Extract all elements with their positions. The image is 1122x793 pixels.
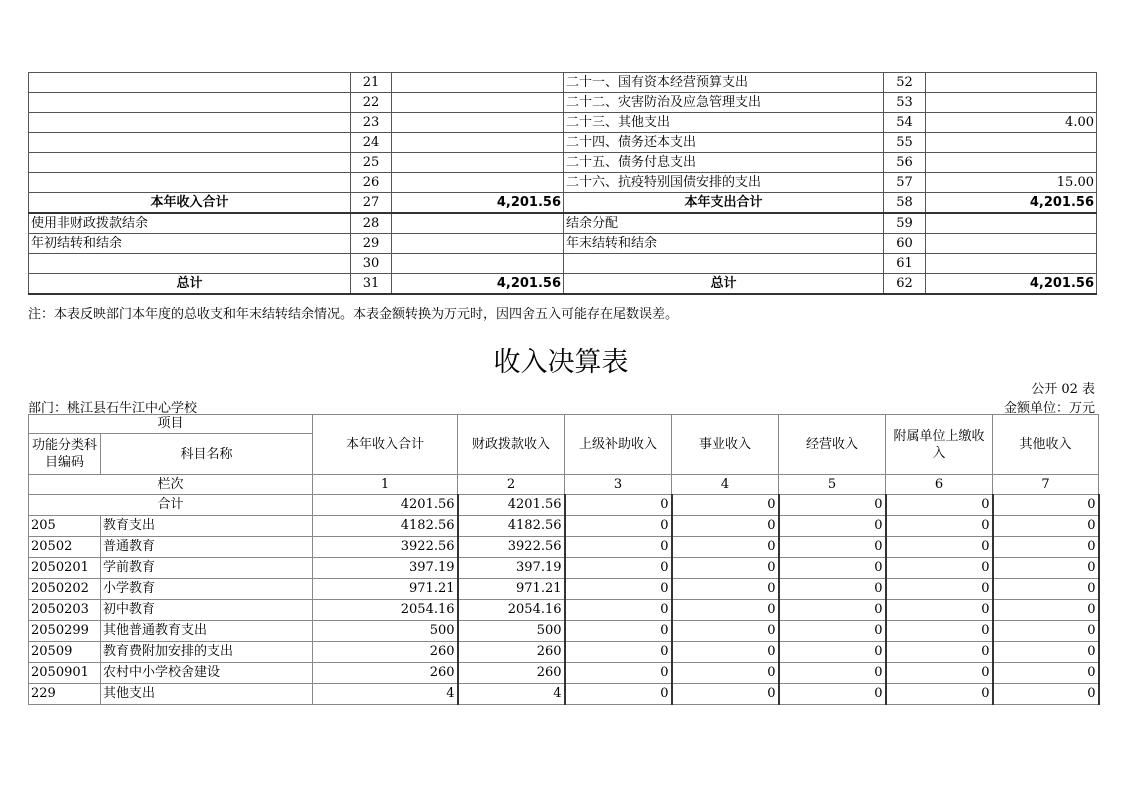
amount-cell: 0 <box>993 579 1099 600</box>
function-code-header: 功能分类科目编码 <box>29 434 101 475</box>
expenditure-row-number: 53 <box>884 93 926 113</box>
amount-cell: 0 <box>565 621 672 642</box>
amount-cell: 0 <box>672 516 779 537</box>
summary-row <box>29 274 1097 295</box>
amount-cell: 0 <box>565 642 672 663</box>
subject-name: 教育支出 <box>101 516 313 537</box>
amount-cell: 3922.56 <box>313 537 458 558</box>
summary-row <box>29 73 1097 93</box>
amount-unit-label: 金额单位：万元 <box>1003 401 1095 416</box>
expenditure-row-number: 60 <box>884 234 926 254</box>
income-item-label: 年初结转和结余 <box>29 234 351 254</box>
income-row-number: 21 <box>351 73 392 93</box>
table-row <box>29 579 1099 600</box>
amount-cell: 0 <box>779 558 886 579</box>
expenditure-amount <box>926 153 1097 173</box>
income-item-label <box>29 173 351 193</box>
amount-cell: 0 <box>779 600 886 621</box>
amount-cell: 0 <box>565 600 672 621</box>
amount-cell: 0 <box>672 600 779 621</box>
subject-name: 教育费附加安排的支出 <box>101 642 313 663</box>
other-income-header: 其他收入 <box>993 415 1099 475</box>
total-row <box>29 495 1099 516</box>
amount-cell: 0 <box>779 663 886 684</box>
table-note: 注：本表反映部门本年度的总收支和年末结转结余情况。本表金额转换为万元时，因四舍五入可能存在尾数误差。 <box>28 307 679 322</box>
amount-cell: 260 <box>458 642 565 663</box>
column-number: 4 <box>672 475 779 495</box>
amount-cell: 0 <box>565 558 672 579</box>
column-number: 3 <box>565 475 672 495</box>
income-item-label: 使用非财政拨款结余 <box>29 213 351 234</box>
income-row-number: 25 <box>351 153 392 173</box>
column-number: 7 <box>993 475 1099 495</box>
expenditure-amount <box>926 234 1097 254</box>
amount-cell: 0 <box>886 600 993 621</box>
income-row-number: 23 <box>351 113 392 133</box>
amount-cell: 0 <box>993 621 1099 642</box>
total-income-header: 本年收入合计 <box>313 415 458 475</box>
subject-code: 20509 <box>29 642 101 663</box>
business-income-header: 事业收入 <box>672 415 779 475</box>
subject-code: 2050203 <box>29 600 101 621</box>
expenditure-item-label: 本年支出合计 <box>564 193 884 214</box>
income-amount <box>392 213 564 234</box>
income-amount: 4,201.56 <box>392 274 564 295</box>
amount-cell: 0 <box>886 621 993 642</box>
item-header: 项目 <box>29 415 313 434</box>
subject-name: 农村中小学校舍建设 <box>101 663 313 684</box>
amount-cell: 0 <box>779 642 886 663</box>
subject-code: 205 <box>29 516 101 537</box>
column-number: 2 <box>458 475 565 495</box>
subject-name: 小学教育 <box>101 579 313 600</box>
summary-row <box>29 234 1097 254</box>
expenditure-row-number: 59 <box>884 213 926 234</box>
expenditure-row-number: 57 <box>884 173 926 193</box>
expenditure-amount: 4,201.56 <box>926 274 1097 295</box>
income-row-number: 22 <box>351 93 392 113</box>
amount-cell: 260 <box>313 642 458 663</box>
amount-cell: 0 <box>993 558 1099 579</box>
income-amount <box>392 133 564 153</box>
amount-cell: 0 <box>672 579 779 600</box>
total-value: 4201.56 <box>313 495 458 516</box>
column-number: 5 <box>779 475 886 495</box>
amount-cell: 500 <box>313 621 458 642</box>
income-amount <box>392 173 564 193</box>
expenditure-item-label: 二十六、抗疫特别国债安排的支出 <box>564 173 884 193</box>
total-value: 0 <box>886 495 993 516</box>
summary-row <box>29 254 1097 274</box>
income-row-number: 24 <box>351 133 392 153</box>
amount-cell: 0 <box>672 621 779 642</box>
expenditure-amount <box>926 133 1097 153</box>
amount-cell: 0 <box>993 537 1099 558</box>
amount-cell: 2054.16 <box>458 600 565 621</box>
total-value: 0 <box>993 495 1099 516</box>
column-number-label: 栏次 <box>29 475 313 495</box>
amount-cell: 0 <box>993 642 1099 663</box>
expenditure-item-label: 二十五、债务付息支出 <box>564 153 884 173</box>
amount-cell: 500 <box>458 621 565 642</box>
subject-name-header: 科目名称 <box>101 434 313 475</box>
income-amount <box>392 73 564 93</box>
amount-cell: 0 <box>672 558 779 579</box>
expenditure-item-label: 二十一、国有资本经营预算支出 <box>564 73 884 93</box>
amount-cell: 0 <box>565 537 672 558</box>
income-amount: 4,201.56 <box>392 193 564 214</box>
expenditure-item-label: 年末结转和结余 <box>564 234 884 254</box>
subject-name: 初中教育 <box>101 600 313 621</box>
expenditure-item-label <box>564 254 884 274</box>
page-title: 收入决算表 <box>493 347 629 378</box>
amount-cell: 0 <box>886 684 993 705</box>
total-value: 0 <box>672 495 779 516</box>
income-item-label <box>29 73 351 93</box>
income-expenditure-summary-table <box>28 72 1097 295</box>
income-item-label <box>29 133 351 153</box>
subject-code: 2050201 <box>29 558 101 579</box>
expenditure-amount: 4,201.56 <box>926 193 1097 214</box>
amount-cell: 971.21 <box>313 579 458 600</box>
amount-cell: 4 <box>458 684 565 705</box>
column-number-row <box>29 475 1099 495</box>
income-row-number: 27 <box>351 193 392 214</box>
amount-cell: 0 <box>565 516 672 537</box>
total-label: 合计 <box>29 495 313 516</box>
amount-cell: 0 <box>672 642 779 663</box>
expenditure-amount <box>926 213 1097 234</box>
amount-cell: 0 <box>565 684 672 705</box>
total-value: 0 <box>565 495 672 516</box>
amount-cell: 0 <box>672 684 779 705</box>
amount-cell: 0 <box>779 579 886 600</box>
amount-cell: 397.19 <box>313 558 458 579</box>
header-row-1 <box>29 415 1099 434</box>
income-amount <box>392 254 564 274</box>
subject-name: 普通教育 <box>101 537 313 558</box>
amount-cell: 0 <box>993 684 1099 705</box>
amount-cell: 397.19 <box>458 558 565 579</box>
amount-cell: 0 <box>672 537 779 558</box>
expenditure-row-number: 58 <box>884 193 926 214</box>
amount-cell: 4182.56 <box>458 516 565 537</box>
income-row-number: 26 <box>351 173 392 193</box>
amount-cell: 2054.16 <box>313 600 458 621</box>
fiscal-income-header: 财政拨款收入 <box>458 415 565 475</box>
superior-subsidy-header: 上级补助收入 <box>565 415 672 475</box>
subject-code: 2050901 <box>29 663 101 684</box>
table-row <box>29 558 1099 579</box>
expenditure-row-number: 54 <box>884 113 926 133</box>
amount-cell: 0 <box>565 663 672 684</box>
income-amount <box>392 113 564 133</box>
expenditure-row-number: 62 <box>884 274 926 295</box>
amount-cell: 4182.56 <box>313 516 458 537</box>
expenditure-item-label: 二十四、债务还本支出 <box>564 133 884 153</box>
expenditure-item-label: 结余分配 <box>564 213 884 234</box>
table-row <box>29 600 1099 621</box>
amount-cell: 0 <box>672 663 779 684</box>
expenditure-item-label: 二十三、其他支出 <box>564 113 884 133</box>
table-row <box>29 516 1099 537</box>
amount-cell: 0 <box>886 537 993 558</box>
subject-name: 学前教育 <box>101 558 313 579</box>
summary-row <box>29 133 1097 153</box>
income-row-number: 31 <box>351 274 392 295</box>
amount-cell: 4 <box>313 684 458 705</box>
subject-code: 2050299 <box>29 621 101 642</box>
amount-cell: 0 <box>886 558 993 579</box>
income-statement-table <box>28 414 1100 705</box>
expenditure-amount <box>926 73 1097 93</box>
table-row <box>29 537 1099 558</box>
summary-row <box>29 193 1097 214</box>
income-amount <box>392 93 564 113</box>
expenditure-amount <box>926 93 1097 113</box>
expenditure-amount <box>926 254 1097 274</box>
amount-cell: 971.21 <box>458 579 565 600</box>
amount-cell: 0 <box>886 516 993 537</box>
table-row <box>29 684 1099 705</box>
amount-cell: 0 <box>779 621 886 642</box>
amount-cell: 0 <box>779 516 886 537</box>
subject-code: 2050202 <box>29 579 101 600</box>
expenditure-row-number: 61 <box>884 254 926 274</box>
table-row <box>29 642 1099 663</box>
amount-cell: 260 <box>313 663 458 684</box>
income-row-number: 28 <box>351 213 392 234</box>
amount-cell: 3922.56 <box>458 537 565 558</box>
amount-cell: 0 <box>993 516 1099 537</box>
amount-cell: 260 <box>458 663 565 684</box>
operating-income-header: 经营收入 <box>779 415 886 475</box>
amount-cell: 0 <box>886 663 993 684</box>
income-row-number: 30 <box>351 254 392 274</box>
column-number: 6 <box>886 475 993 495</box>
affiliated-income-header: 附属单位上缴收入 <box>886 415 993 475</box>
subject-code: 229 <box>29 684 101 705</box>
summary-row <box>29 213 1097 234</box>
expenditure-amount: 15.00 <box>926 173 1097 193</box>
summary-row <box>29 93 1097 113</box>
subject-name: 其他支出 <box>101 684 313 705</box>
expenditure-item-label: 总计 <box>564 274 884 295</box>
summary-row <box>29 113 1097 133</box>
column-number: 1 <box>313 475 458 495</box>
total-value: 0 <box>779 495 886 516</box>
amount-cell: 0 <box>886 579 993 600</box>
income-amount <box>392 234 564 254</box>
amount-cell: 0 <box>779 537 886 558</box>
total-value: 4201.56 <box>458 495 565 516</box>
summary-row <box>29 173 1097 193</box>
expenditure-row-number: 55 <box>884 133 926 153</box>
table-code: 公开 02 表 <box>1031 382 1095 397</box>
amount-cell: 0 <box>886 642 993 663</box>
amount-cell: 0 <box>779 684 886 705</box>
income-item-label <box>29 254 351 274</box>
amount-cell: 0 <box>565 579 672 600</box>
expenditure-amount: 4.00 <box>926 113 1097 133</box>
income-item-label <box>29 113 351 133</box>
expenditure-row-number: 56 <box>884 153 926 173</box>
income-item-label <box>29 153 351 173</box>
summary-row <box>29 153 1097 173</box>
income-row-number: 29 <box>351 234 392 254</box>
income-item-label: 总计 <box>29 274 351 295</box>
amount-cell: 0 <box>993 663 1099 684</box>
table-row <box>29 663 1099 684</box>
income-amount <box>392 153 564 173</box>
amount-cell: 0 <box>993 600 1099 621</box>
expenditure-item-label: 二十二、灾害防治及应急管理支出 <box>564 93 884 113</box>
subject-code: 20502 <box>29 537 101 558</box>
department-label: 部门：桃江县石牛江中心学校 <box>28 401 198 416</box>
income-item-label <box>29 93 351 113</box>
table-row <box>29 621 1099 642</box>
subject-name: 其他普通教育支出 <box>101 621 313 642</box>
expenditure-row-number: 52 <box>884 73 926 93</box>
income-item-label: 本年收入合计 <box>29 193 351 214</box>
